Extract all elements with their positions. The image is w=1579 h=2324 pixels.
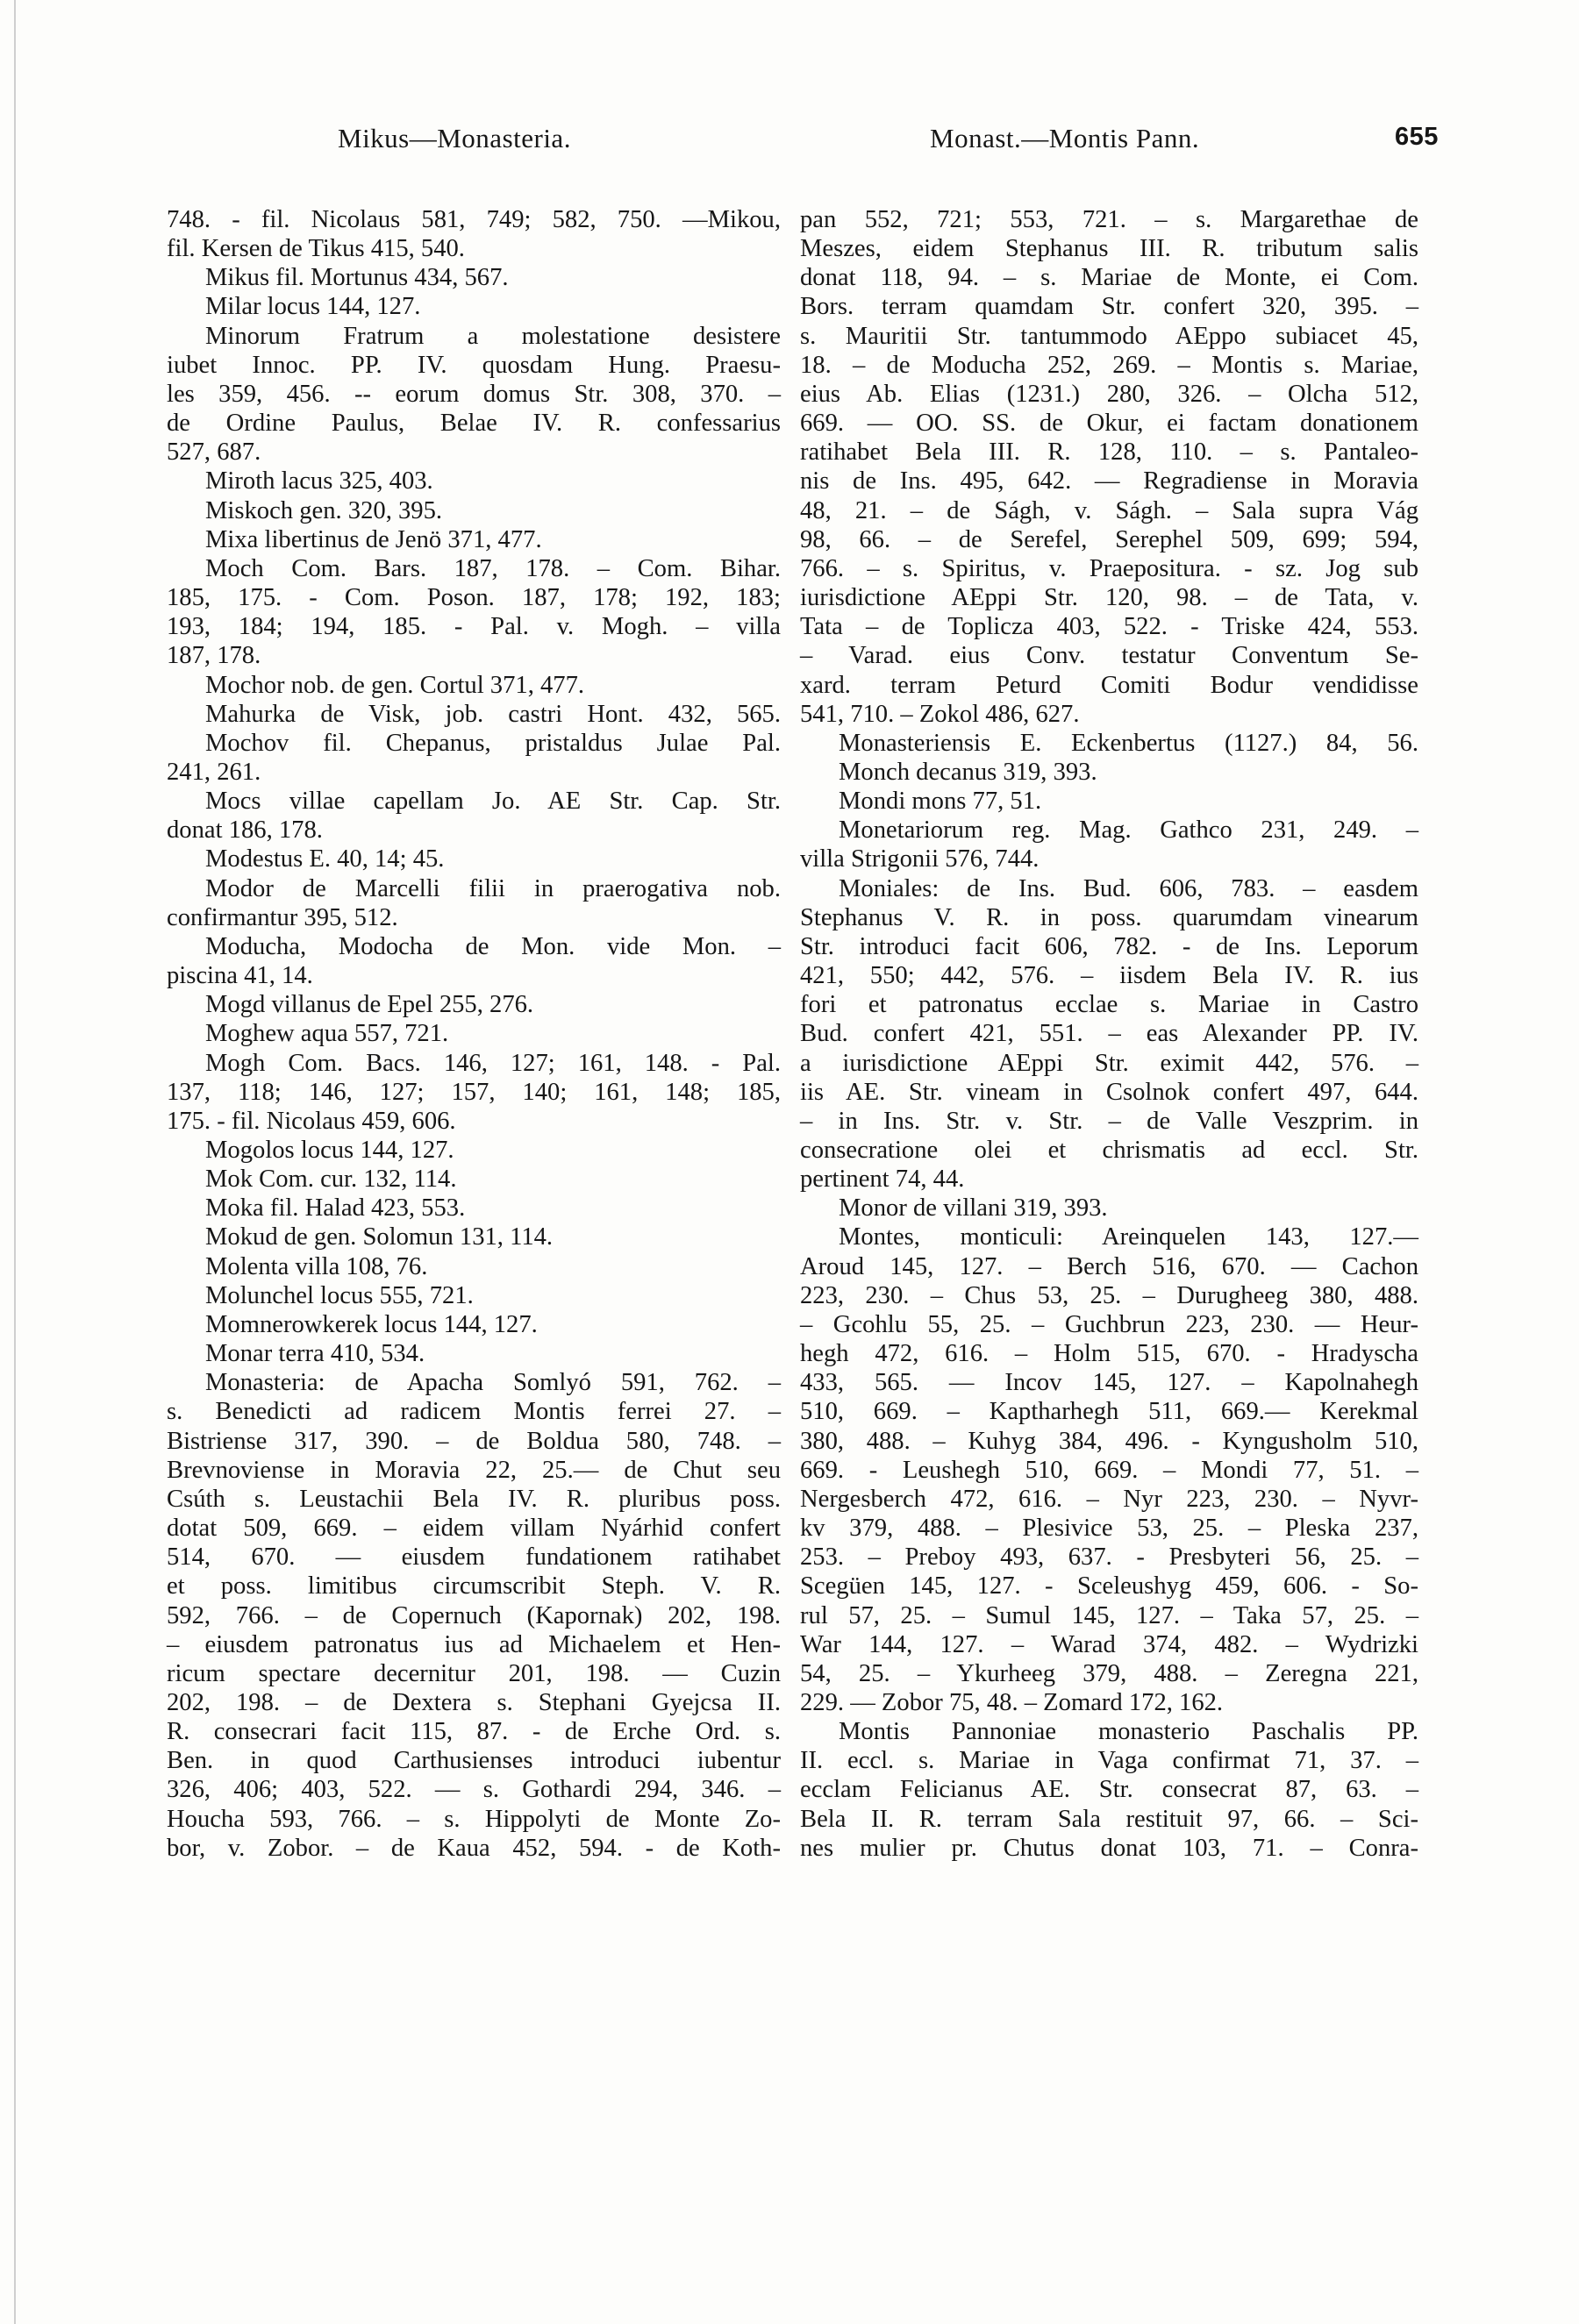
index-line: Milar locus 144, 127.: [205, 293, 421, 321]
index-line: Miroth lacus 325, 403.: [205, 467, 433, 495]
index-line: bor, v. Zobor. – de Kaua 452, 594. - de Koth-: [167, 1834, 781, 1862]
index-line: Tata – de Toplicza 403, 522. - Triske 424, 553.: [800, 613, 1418, 641]
index-line: nes mulier pr. Chutus donat 103, 71. – Conra-: [800, 1834, 1418, 1862]
index-line: Monor de villani 319, 393.: [839, 1194, 1108, 1223]
index-line: 18. – de Moducha 252, 269. – Montis s. Mariae,: [800, 351, 1418, 379]
index-line: 527, 687.: [167, 438, 261, 467]
index-line: War 144, 127. – Warad 374, 482. – Wydrizki: [800, 1630, 1418, 1658]
index-line: Str. introduci facit 606, 782. - de Ins. Leporum: [800, 932, 1418, 960]
index-line: Mogolos locus 144, 127.: [205, 1137, 454, 1164]
index-line: Monetariorum reg. Mag. Gathco 231, 249. –: [839, 816, 1418, 845]
index-line: fori et patronatus ecclae s. Mariae in Castro: [800, 991, 1418, 1019]
index-line: Houcha 593, 766. – s. Hippolyti de Monte Zo-: [167, 1805, 781, 1833]
index-line: villa Strigonii 576, 744.: [800, 845, 1040, 873]
index-line: Moducha, Modocha de Mon. vide Mon. –: [205, 932, 781, 960]
index-line: de Ordine Paulus, Belae IV. R. confessarius: [167, 410, 781, 438]
index-line: et poss. limitibus circumscribit Steph. V. R.: [167, 1572, 781, 1600]
index-line: consecratione olei et chrismatis ad eccl. Str.: [800, 1137, 1418, 1164]
index-line: Monch decanus 319, 393.: [839, 758, 1097, 786]
index-line: 137, 118; 146, 127; 157, 140; 161, 148; 185,: [167, 1078, 781, 1106]
index-line: xard. terram Peturd Comiti Bodur vendidisse: [800, 671, 1418, 699]
running-header-center: Monast.—Montis Pann.: [930, 123, 1200, 153]
index-line: Molenta villa 108, 76.: [205, 1252, 428, 1280]
index-line: Moka fil. Halad 423, 553.: [205, 1194, 466, 1223]
index-line: R. consecrari facit 115, 87. - de Erche Ord. s.: [167, 1718, 781, 1746]
index-line: ricum spectare decernitur 201, 198. — Cuzin: [167, 1659, 781, 1687]
index-line: Meszes, eidem Stephanus III. R. tributum salis: [800, 235, 1418, 263]
index-line: les 359, 456. -- eorum domus Str. 308, 370. –: [167, 380, 781, 408]
index-line: 185, 175. - Com. Poson. 187, 178; 192, 183;: [167, 584, 781, 612]
index-line: s. Mauritii Str. tantummodo AEppo subiacet 45,: [800, 322, 1418, 350]
index-line: iubet Innoc. PP. IV. quosdam Hung. Praesu-: [167, 351, 781, 379]
index-line: donat 186, 178.: [167, 816, 323, 845]
index-line: 202, 198. – de Dextera s. Stephani Gyejcsa II.: [167, 1688, 781, 1716]
index-line: ecclam Felicianus AE. Str. consecrat 87, 63. –: [800, 1776, 1418, 1804]
index-line: Minorum Fratrum a molestatione desistere: [205, 322, 781, 350]
index-line: 541, 710. – Zokol 486, 627.: [800, 700, 1080, 728]
index-line: rul 57, 25. – Sumul 145, 127. – Taka 57, 25. –: [800, 1601, 1418, 1629]
index-line: Mixa libertinus de Jenö 371, 477.: [205, 525, 542, 553]
index-line: 241, 261.: [167, 758, 261, 786]
index-line: Mocs villae capellam Jo. AE Str. Cap. Str.: [205, 788, 781, 816]
left-column: [167, 205, 781, 1863]
index-line: Bors. terram quamdam Str. confert 320, 395. –: [800, 293, 1418, 321]
index-line: Mogh Com. Bacs. 146, 127; 161, 148. - Pal.: [205, 1049, 781, 1077]
index-line: fil. Kersen de Tikus 415, 540.: [167, 235, 465, 263]
index-line: 253. – Preboy 493, 637. - Presbyteri 56, 25. –: [800, 1543, 1418, 1572]
index-line: 54, 25. – Ykurheeg 379, 488. – Zeregna 221,: [800, 1659, 1418, 1687]
index-line: – Gcohlu 55, 25. – Guchbrun 223, 230. — Heur-: [800, 1310, 1418, 1338]
running-header-left: Mikus—Monasteria.: [338, 123, 571, 153]
index-line: 193, 184; 194, 185. - Pal. v. Mogh. – villa: [167, 613, 781, 641]
index-line: 514, 670. — eiusdem fundationem ratihabet: [167, 1543, 781, 1572]
index-line: s. Benedicti ad radicem Montis ferrei 27. –: [167, 1398, 781, 1426]
index-line: Monasteria: de Apacha Somlyó 591, 762. –: [205, 1369, 781, 1397]
index-line: 175. - fil. Nicolaus 459, 606.: [167, 1107, 456, 1135]
index-line: Mikus fil. Mortunus 434, 567.: [205, 264, 509, 292]
index-line: Mokud de gen. Solomun 131, 114.: [205, 1223, 554, 1251]
index-line: Nergesberch 472, 616. – Nyr 223, 230. – Nyvr-: [800, 1485, 1418, 1513]
index-line: 223, 230. – Chus 53, 25. – Durugheeg 380, 488.: [800, 1281, 1418, 1309]
index-line: 592, 766. – de Copernuch (Kapornak) 202, 198.: [167, 1601, 781, 1629]
index-line: hegh 472, 616. – Holm 515, 670. - Hradyscha: [800, 1340, 1418, 1368]
index-line: 766. – s. Spiritus, v. Praepositura. - sz. Jog sub: [800, 554, 1418, 582]
index-line: Montes, monticuli: Areinquelen 143, 127.—: [839, 1223, 1418, 1251]
index-line: 326, 406; 403, 522. — s. Gothardi 294, 346. –: [167, 1776, 781, 1804]
index-line: donat 118, 94. – s. Mariae de Monte, ei Com.: [800, 264, 1418, 292]
index-line: Moghew aqua 557, 721.: [205, 1020, 449, 1048]
index-line: Molunchel locus 555, 721.: [205, 1281, 474, 1309]
index-line: Montis Pannoniae monasterio Paschalis PP.: [839, 1718, 1418, 1746]
index-line: piscina 41, 14.: [167, 962, 313, 990]
index-line: Bud. confert 421, 551. – eas Alexander PP. IV.: [800, 1020, 1418, 1048]
index-line: – eiusdem patronatus ius ad Michaelem et Hen-: [167, 1630, 781, 1658]
index-line: dotat 509, 669. – eidem villam Nyárhid confert: [167, 1515, 781, 1543]
index-line: kv 379, 488. – Plesivice 53, 25. – Pleska 237,: [800, 1515, 1418, 1543]
index-line: Scegüen 145, 127. - Sceleushyg 459, 606. - So-: [800, 1572, 1418, 1600]
index-line: pertinent 74, 44.: [800, 1166, 965, 1194]
index-line: 669. - Leushegh 510, 669. – Mondi 77, 51. –: [800, 1456, 1418, 1484]
index-line: eius Ab. Elias (1231.) 280, 326. – Olcha 512,: [800, 380, 1418, 408]
index-line: Mogd villanus de Epel 255, 276.: [205, 991, 534, 1019]
index-line: Ben. in quod Carthusienses introduci iubentur: [167, 1747, 781, 1775]
index-line: 48, 21. – de Ságh, v. Ságh. – Sala supra Vág: [800, 496, 1418, 524]
index-line: 229. — Zobor 75, 48. – Zomard 172, 162.: [800, 1688, 1224, 1716]
right-column: [800, 205, 1418, 1863]
index-line: ratihabet Bela III. R. 128, 110. – s. Pantaleo-: [800, 438, 1418, 467]
index-line: confirmantur 395, 512.: [167, 903, 398, 931]
index-line: Modestus E. 40, 14; 45.: [205, 845, 445, 873]
index-line: Bela II. R. terram Sala restituit 97, 66. – Sci-: [800, 1805, 1418, 1833]
index-line: iis AE. Str. vineam in Csolnok confert 497, 644.: [800, 1078, 1418, 1106]
index-line: Moch Com. Bars. 187, 178. – Com. Bihar.: [205, 554, 781, 582]
index-line: 187, 178.: [167, 642, 261, 670]
index-line: iurisdictione AEppi Str. 120, 98. – de Tata, v.: [800, 584, 1418, 612]
index-line: Momnerowkerek locus 144, 127.: [205, 1310, 538, 1338]
index-line: Mochov fil. Chepanus, pristaldus Julae Pal.: [205, 729, 781, 757]
index-line: – in Ins. Str. v. Str. – de Valle Veszprim. in: [800, 1107, 1418, 1135]
index-line: Mahurka de Visk, job. castri Hont. 432, 565.: [205, 700, 781, 728]
index-line: pan 552, 721; 553, 721. – s. Margarethae de: [800, 206, 1418, 233]
index-line: 433, 565. — Incov 145, 127. – Kapolnahegh: [800, 1369, 1418, 1397]
scan-edge-line: [14, 0, 16, 2324]
index-line: nis de Ins. 495, 642. — Regradiense in Moravia: [800, 467, 1418, 495]
index-line: II. eccl. s. Mariae in Vaga confirmat 71, 37. –: [800, 1747, 1418, 1775]
index-line: Mok Com. cur. 132, 114.: [205, 1166, 457, 1194]
index-line: Stephanus V. R. in poss. quarumdam vinearum: [800, 903, 1418, 931]
index-line: 748. - fil. Nicolaus 581, 749; 582, 750. —Mikou,: [167, 206, 781, 233]
index-line: 669. — OO. SS. de Okur, ei factam donationem: [800, 410, 1418, 438]
index-line: Monasteriensis E. Eckenbertus (1127.) 84, 56.: [839, 729, 1418, 757]
index-line: 98, 66. – de Serefel, Serephel 509, 699; 594,: [800, 525, 1418, 553]
index-line: Mondi mons 77, 51.: [839, 788, 1042, 816]
index-line: Mochor nob. de gen. Cortul 371, 477.: [205, 671, 585, 699]
index-line: Moniales: de Ins. Bud. 606, 783. – easdem: [839, 874, 1418, 902]
index-line: 421, 550; 442, 576. – iisdem Bela IV. R. ius: [800, 962, 1418, 990]
index-line: Monar terra 410, 534.: [205, 1340, 425, 1368]
index-line: a iurisdictione AEppi Str. eximit 442, 576. –: [800, 1049, 1418, 1077]
index-line: Bistriense 317, 390. – de Boldua 580, 748. –: [167, 1427, 781, 1455]
index-line: Aroud 145, 127. – Berch 516, 670. — Cachon: [800, 1252, 1418, 1280]
page-number: 655: [1395, 123, 1439, 151]
index-line: Miskoch gen. 320, 395.: [205, 496, 443, 524]
index-line: Csúth s. Leustachii Bela IV. R. pluribus poss.: [167, 1485, 781, 1513]
index-line: 380, 488. – Kuhyg 384, 496. - Kyngusholm 510,: [800, 1427, 1418, 1455]
index-line: – Varad. eius Conv. testatur Conventum Se-: [800, 642, 1418, 670]
index-line: 510, 669. – Kaptharhegh 511, 669.— Kerekmal: [800, 1398, 1418, 1426]
index-line: Modor de Marcelli filii in praerogativa nob.: [205, 874, 781, 902]
index-line: Brevnoviense in Moravia 22, 25.— de Chut seu: [167, 1456, 781, 1484]
